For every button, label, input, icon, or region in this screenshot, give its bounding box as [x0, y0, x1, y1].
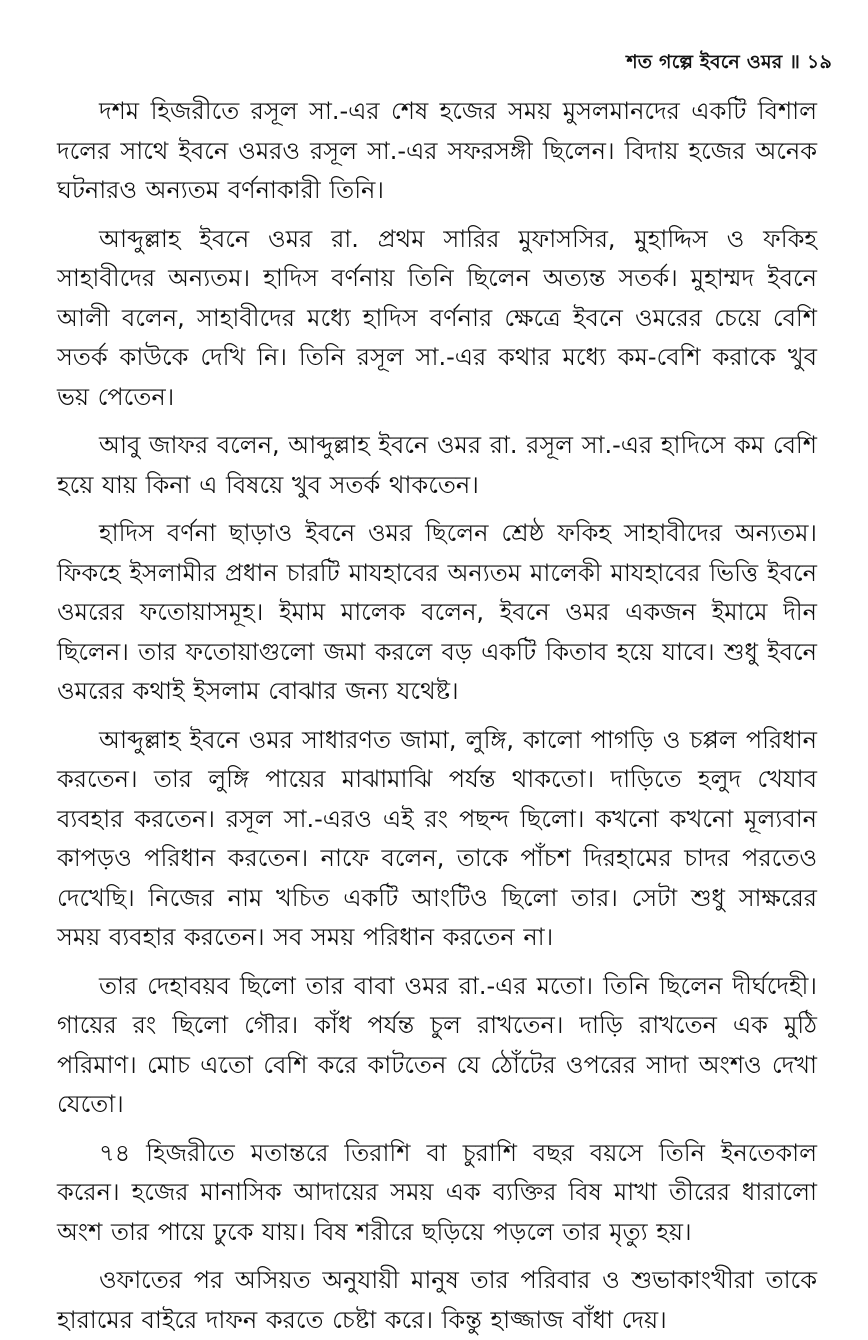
- paragraph: হাদিস বর্ণনা ছাড়াও ইবনে ওমর ছিলেন শ্রেষ্ঠ ফকিহ সাহাবীদের অন্যতম। ফিকহে ইসলামীর প্রধান চারটি মাযহাবের অন্যতম মালেকী মাযহাবের ভিত্তি ইবনে ওমরের ফতোয়াসমূহ। ইমাম মালেক বলেন, ইবনে ওমর একজন ইমামে দীন ছিলেন। তার ফতোয়াগুলো জমা করলে বড় একটি কিতাব হয়ে যাবে। শুধু ইবনে ওমরের কথাই ইসলাম বোঝার জন্য যথেষ্ট।: [57, 519, 817, 705]
- paragraph: দশম হিজরীতে রসূল সা.-এর শেষ হজের সময় মুসলমানদের একটি বিশাল দলের সাথে ইবনে ওমরও রসূল সা.-এর সফরসঙ্গী ছিলেন। বিদায় হজের অনেক ঘটনারও অন্যতম বর্ণনাকারী তিনি।: [57, 97, 817, 204]
- paragraph: আব্দুল্লাহ ইবনে ওমর রা. প্রথম সারির মুফাসসির, মুহাদ্দিস ও ফকিহ সাহাবীদের অন্যতম। হাদিস বর্ণনায় তিনি ছিলেন অত্যন্ত সতর্ক। মুহাম্মদ ইবনে আলী বলেন, সাহাবীদের মধ্যে হাদিস বর্ণনার ক্ষেত্রে ইবনে ওমরের চেয়ে বেশি সতর্ক কাউকে দেখি নি। তিনি রসূল সা.-এর কথার মধ্যে কম-বেশি করাকে খুব ভয় পেতেন।: [57, 224, 817, 411]
- running-header: শত গল্পে ইবনে ওমর ॥ ১৯: [626, 51, 832, 73]
- paragraph: আবু জাফর বলেন, আব্দুল্লাহ ইবনে ওমর রা. রসূল সা.-এর হাদিসে কম বেশি হয়ে যায় কিনা এ বিষয়ে খুব সতর্ক থাকতেন।: [57, 431, 817, 499]
- paragraph: আব্দুল্লাহ ইবনে ওমর সাধারণত জামা, লুঙ্গি, কালো পাগড়ি ও চপ্পল পরিধান করতেন। তার লুঙ্গি পায়ের মাঝামাঝি পর্যন্ত থাকতো। দাড়িতে হলুদ খেযাব ব্যবহার করতেন। রসূল সা.-এরও এই রং পছন্দ ছিলো। কখনো কখনো মূল্যবান কাপড়ও পরিধান করতেন। নাফে বলেন, তাকে পাঁচশ দিরহামের চাদর পরতেও দেখেছি। নিজের নাম খচিত একটি আংটিও ছিলো তার। সেটা শুধু সাক্ষরের সময় ব্যবহার করতেন। সব সময় পরিধান করতেন না।: [57, 725, 817, 951]
- paragraph: ওফাতের পর অসিয়ত অনুযায়ী মানুষ তার পরিবার ও শুভাকাংখীরা তাকে হারামের বাইরে দাফন করতে চেষ্টা করে। কিন্তু হাজ্জাজ বাঁধা দেয়।: [57, 1266, 817, 1334]
- paragraph: ৭৪ হিজরীতে মতান্তরে তিরাশি বা চুরাশি বছর বয়সে তিনি ইনতেকাল করেন। হজের মানাসিক আদায়ের সময় এক ব্যক্তির বিষ মাখা তীরের ধারালো অংশ তার পায়ে ঢুকে যায়। বিষ শরীরে ছড়িয়ে পড়লে তার মৃত্যু হয়।: [57, 1138, 817, 1246]
- paragraph: তার দেহাবয়ব ছিলো তার বাবা ওমর রা.-এর মতো। তিনি ছিলেন দীর্ঘদেহী। গায়ের রং ছিলো গৌর। কাঁধ পর্যন্ত চুল রাখতেন। দাড়ি রাখতেন এক মুঠি পরিমাণ। মোচ এতো বেশি করে কাটতেন যে ঠোঁটের ওপরের সাদা অংশও দেখা যেতো।: [57, 971, 817, 1118]
- body-text: [57, 92, 817, 1340]
